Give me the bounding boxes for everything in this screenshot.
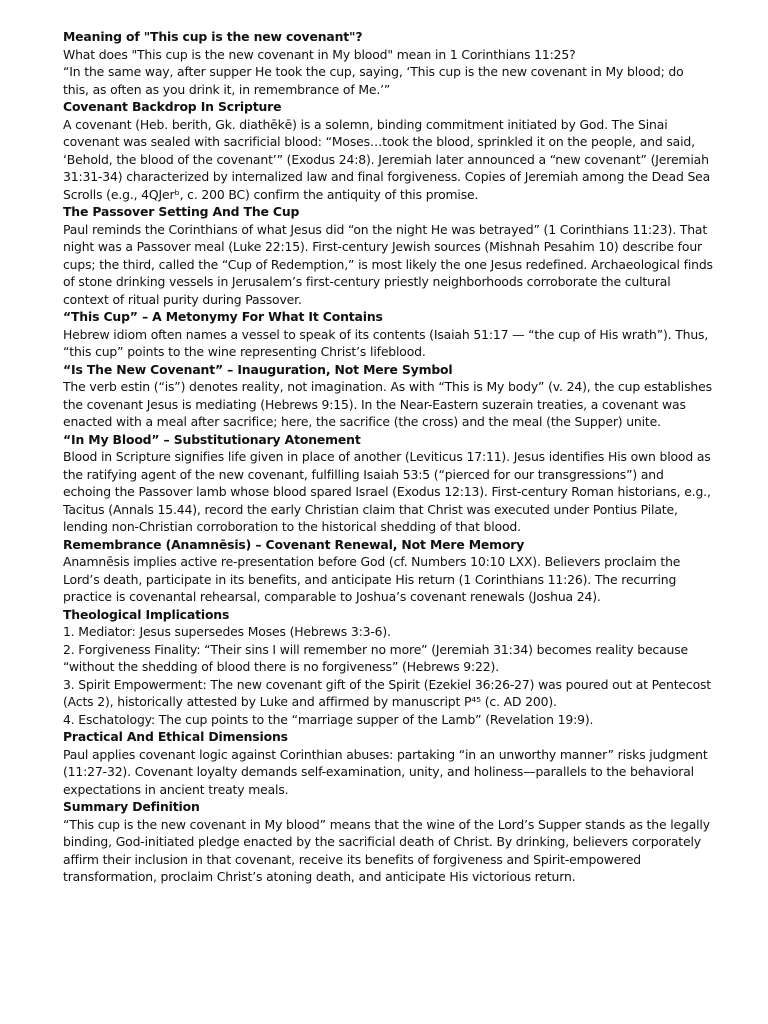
section-body-summary: “This cup is the new covenant in My blood” means that the wine of the Lord’s Supper stands as the legally binding, God-initiated pledge enacted by the sacrificial death of Christ. By drinking, believers corporately affirm their inclusion in that covenant, receive its benefits of forgiveness and Spirit-empowered transformation, proclaim Christ’s atoning death, and anticipate His victorious return. [63, 816, 710, 884]
section-heading-new-covenant: “Is The New Covenant” – Inauguration, Not Mere Symbol [63, 361, 453, 377]
section-heading-passover-setting: The Passover Setting And The Cup [63, 204, 300, 219]
section-heading-covenant-backdrop: Covenant Backdrop In Scripture [63, 99, 282, 114]
list-item-spirit: 3. Spirit Empowerment: The new covenant gift of the Spirit (Ezekiel 36:26-27) was poured out at Pentecost (Acts 2), historically attested by Luke and affirmed by manuscript P⁴⁵ (c. AD 200). [63, 676, 712, 709]
list-item-mediator: 1. Mediator: Jesus supersedes Moses (Hebrews 3:3-6). [63, 624, 391, 639]
section-heading-remembrance: Remembrance (Anamnēsis) – Covenant Renewal, Not Mere Memory [63, 536, 525, 552]
section-heading-in-my-blood: “In My Blood” – Substitutionary Atonement [63, 431, 361, 447]
section-body-passover-setting: Paul reminds the Corinthians of what Jesus did “on the night He was betrayed” (1 Corinthians 11:23). That night was a Passover meal (Luke 22:15). First-century Jewish sources (Mishnah Pesahim 10) describe four cups; the third, called the “Cup of Redemption,” is most likely the one Jesus redefined. Archaeological finds of stone drinking vessels in Jerusalem’s first-century priestly neighborhoods corroborate the cultural context of ritual purity during Passover. [63, 221, 713, 307]
section-heading-summary: Summary Definition [63, 799, 200, 814]
scripture-quote: “In the same way, after supper He took the cup, saying, ‘This cup is the new covenant in My blood; do this, as often as you drink it, in remembrance of Me.’” [63, 64, 684, 97]
section-body-this-cup: Hebrew idiom often names a vessel to speak of its contents (Isaiah 51:17 — “the cup of His wrath”). Thus, “this cup” points to the wine representing Christ’s lifeblood. [63, 326, 709, 359]
list-item-forgiveness: 2. Forgiveness Finality: “Their sins I will remember no more” (Jeremiah 31:34) becomes reality because “without the shedding of blood there is no forgiveness” (Hebrews 9:22). [63, 641, 689, 674]
section-heading-practical-ethical: Practical And Ethical Dimensions [63, 729, 288, 744]
intro-question: What does "This cup is the new covenant in My blood" mean in 1 Corinthians 11:25? [63, 46, 576, 62]
list-item-eschatology: 4. Eschatology: The cup points to the “marriage supper of the Lamb” (Revelation 19:9). [63, 711, 594, 727]
section-body-covenant-backdrop: A covenant (Heb. berith, Gk. diathēkē) is a solemn, binding commitment initiated by God. The Sinai covenant was sealed with sacrificial blood: “Moses…took the blood, sprinkled it on the people, and said, ‘Behold, the blood of the covenant’” (Exodus 24:8). Jeremiah later announced a “new covenant” (Jeremiah 31:31-34) characterized by internalized law and final forgiveness. Copies of Jeremiah among the Dead Sea Scrolls (e.g., 4QJerᵇ, c. 200 BC) confirm the antiquity of this promise. [63, 116, 711, 202]
section-body-in-my-blood: Blood in Scripture signifies life given in place of another (Leviticus 17:11). Jesus identifies His own blood as the ratifying agent of the new covenant, fulfilling Isaiah 53:5 (“pierced for our transgressions”) and echoing the Passover lamb whose blood spared Israel (Exodus 12:13). First-century Roman historians, e.g., Tacitus (Annals 15.44), record the early Christian claim that Christ was executed under Pontius Pilate, lending non-Christian corroboration to the historical shedding of that blood. [63, 449, 711, 534]
document-title: Meaning of "This cup is the new covenant"? [63, 29, 363, 44]
section-heading-theological-implications: Theological Implications [63, 606, 230, 622]
section-heading-this-cup: “This Cup” – A Metonymy For What It Contains [63, 309, 383, 324]
section-body-practical-ethical: Paul applies covenant logic against Corinthian abuses: partaking “in an unworthy manner” risks judgment (11:27-32). Covenant loyalty demands self-examination, unity, and holiness—parallels to the behavioral expectations in ancient treaty meals. [63, 746, 708, 797]
section-body-remembrance: Anamnēsis implies active re-presentation before God (cf. Numbers 10:10 LXX). Believers proclaim the Lord’s death, participate in its benefits, and anticipate His return (1 Corinthians 11:26). The recurring practice is covenantal rehearsal, comparable to Joshua’s covenant renewals (Joshua 24). [63, 554, 681, 604]
document-page [63, 28, 713, 886]
section-body-new-covenant: The verb estin (“is”) denotes reality, not imagination. As with “This is My body” (v. 24), the cup establishes the covenant Jesus is mediating (Hebrews 9:15). In the Near-Eastern suzerain treaties, a covenant was enacted with a meal after sacrifice; here, the sacrifice (the cross) and the meal (the Supper) unite. [63, 379, 712, 429]
